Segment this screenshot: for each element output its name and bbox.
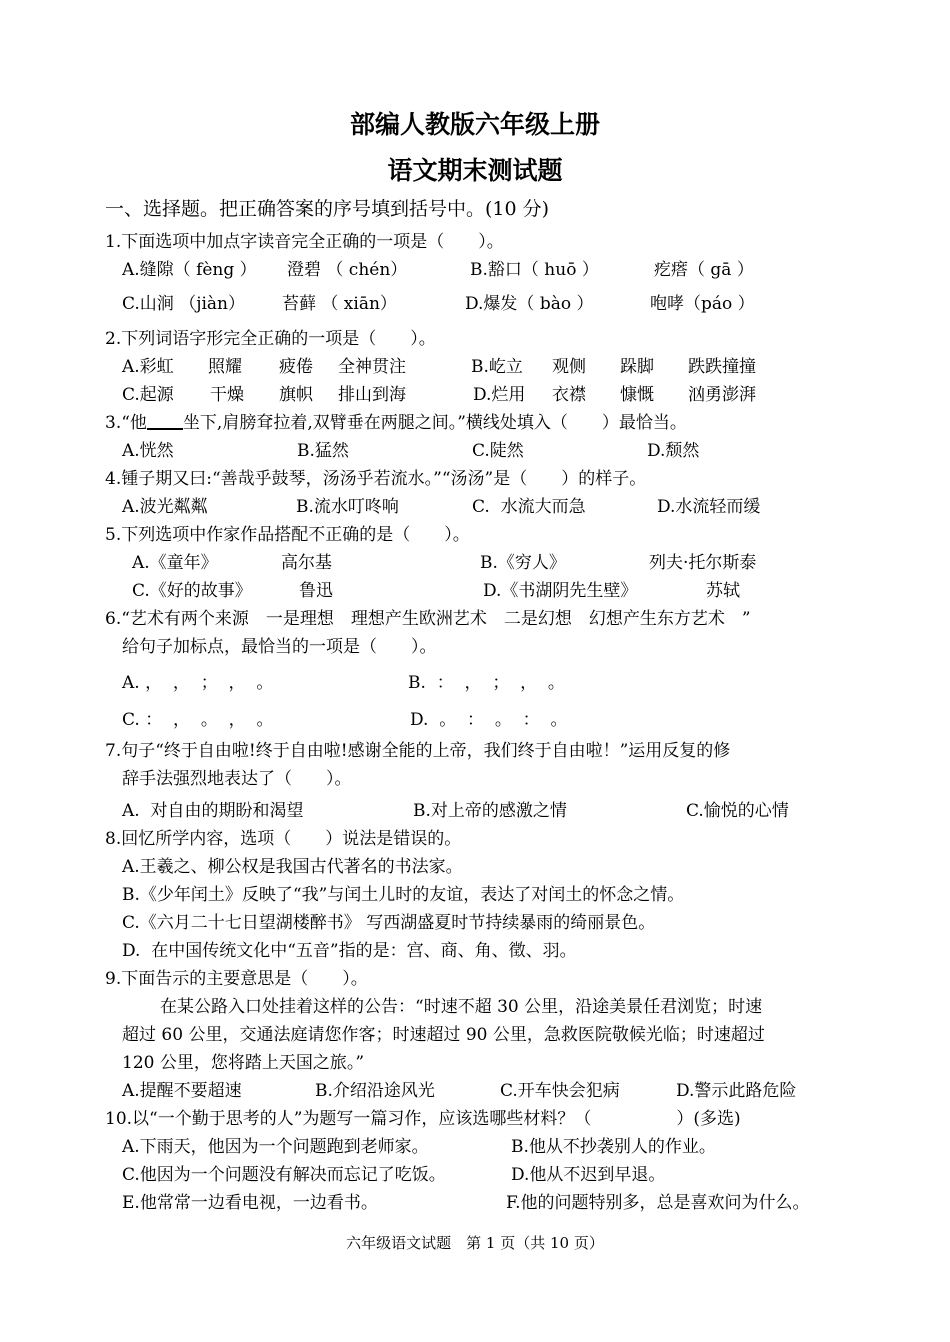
q8-option-b: B.《少年闰土》反映了“我”与闰土儿时的友谊，表达了对闰土的怀念之情。 [122, 885, 685, 905]
q2-a-word-4: 全神贯注 [338, 357, 406, 377]
q2-a-word-2: 照耀 [208, 357, 242, 377]
q8-option-c: C.《六月二十七日望湖楼醉书》 写西湖盛夏时节持续暴雨的绮丽景色。 [122, 913, 656, 933]
question-1-stem: 1.下面选项中加点字读音完全正确的一项是（ ）。 [105, 232, 504, 252]
question-7-stem-line2: 辞手法强烈地表达了（ ）。 [122, 769, 352, 789]
q3-stem-end: 坐下,肩膀耷拉着,双臂垂在两腿之间。”横线处填入（ ）最恰当。 [182, 413, 687, 433]
q4-option-d: D.水流轻而缓 [657, 497, 761, 517]
q6-option-a: A. ， ， ； ， 。 [122, 673, 274, 693]
section-heading: 一、选择题。把正确答案的序号填到括号中。(10 分) [105, 198, 550, 220]
q1-option-b-2: 疙瘩（ gā ） [654, 260, 754, 280]
page-footer: 六年级语文试题 第 1 页（共 10 页） [346, 1234, 604, 1252]
q2-b-word-1: B.屹立 [471, 357, 523, 377]
q1-option-a-2: 澄碧 （ chén） [287, 260, 408, 280]
question-4-stem: 4.锺子期又曰:“善哉乎鼓琴，汤汤乎若流水。”“汤汤”是（ ）的样子。 [105, 469, 647, 489]
q3-option-a: A.恍然 [122, 441, 174, 461]
q1-option-c-2: 苔藓 （ xiān） [282, 294, 397, 314]
q1-option-a: A.缝隙（ fèng ） [122, 260, 257, 280]
q2-c-word-4: 排山到海 [338, 385, 406, 405]
q5-option-a-work: A.《童年》 [132, 553, 218, 573]
q2-b-word-2: 观侧 [552, 357, 586, 377]
q10-option-e: E.他常常一边看电视，一边看书。 [122, 1193, 378, 1213]
q2-a-word-1: A.彩虹 [122, 357, 174, 377]
q9-option-d: D.警示此路危险 [676, 1081, 797, 1101]
q2-d-word-4: 汹勇澎湃 [688, 385, 756, 405]
exam-subtitle: 语文期末测试题 [387, 156, 563, 185]
q8-option-d: D. 在中国传统文化中“五音”指的是：宫、商、角、徵、羽。 [122, 941, 577, 961]
q5-option-b-work: B.《穷人》 [480, 553, 566, 573]
q5-option-d-author: 苏轼 [706, 581, 740, 601]
fill-in-blank [147, 412, 183, 430]
q3-stem-start: 3.“他 [105, 413, 147, 433]
q2-d-word-1: D.烂用 [473, 385, 526, 405]
q9-passage-line-1: 在某公路入口处挂着这样的公告：“时速不超 30 公里，沿途美景任君浏览；时速 [160, 997, 763, 1017]
question-3-stem [105, 412, 687, 434]
q4-option-b: B.流水叮咚响 [296, 497, 399, 517]
q9-option-a: A.提醒不要超速 [122, 1081, 242, 1101]
q2-c-word-1: C.起源 [122, 385, 174, 405]
q10-option-b: B.他从不抄袭别人的作业。 [511, 1137, 716, 1157]
q9-passage-line-2: 超过 60 公里，交通法庭请您作客；时速超过 90 公里，急救医院敬候光临；时速超过 [122, 1025, 765, 1045]
q1-option-d-2: 咆哮（páo ） [650, 294, 755, 314]
q5-option-d-work: D.《书湖阴先生壁》 [483, 581, 638, 601]
q2-d-word-3: 慷慨 [620, 385, 654, 405]
q3-option-d: D.颓然 [647, 441, 700, 461]
q5-option-c-author: 鲁迅 [299, 581, 333, 601]
q2-b-word-3: 跺脚 [620, 357, 654, 377]
question-7-stem: 7.句子“终于自由啦!终于自由啦!感谢全能的上帝，我们终于自由啦！”运用反复的修 [105, 741, 731, 761]
q5-option-a-author: 高尔基 [281, 553, 332, 573]
q2-c-word-3: 旗帜 [279, 385, 313, 405]
q10-option-d: D.他从不迟到早退。 [511, 1165, 666, 1185]
q6-option-c: C. ： ， 。 ， 。 [122, 710, 274, 730]
q7-option-b: B.对上帝的感激之情 [413, 801, 567, 821]
q8-option-a: A.王羲之、柳公权是我国古代著名的书法家。 [122, 857, 463, 877]
q3-option-b: B.猛然 [297, 441, 349, 461]
q10-option-c: C.他因为一个问题没有解决而忘记了吃饭。 [122, 1165, 446, 1185]
question-6-stem-line2: 给句子加标点，最恰当的一项是（ ）。 [122, 637, 437, 657]
q5-option-c-work: C.《好的故事》 [132, 581, 252, 601]
q9-passage-line-3: 120 公里，您将踏上天国之旅。” [122, 1053, 365, 1073]
q1-option-c: C.山涧 （jiàn） [122, 294, 246, 314]
question-2-stem: 2.下列词语字形完全正确的一项是（ ）。 [105, 329, 436, 349]
q7-option-a: A. 对自由的期盼和渴望 [122, 801, 304, 821]
q6-option-d: D. 。 ： 。 ： 。 [410, 710, 568, 730]
question-5-stem: 5.下列选项中作家作品搭配不正确的是（ ）。 [105, 525, 470, 545]
q1-option-b: B.豁口（ huō ） [470, 260, 599, 280]
q5-option-b-author: 列夫·托尔斯泰 [649, 553, 757, 573]
q2-c-word-2: 干燥 [210, 385, 244, 405]
question-6-stem: 6.“艺术有两个来源 一是理想 理想产生欧洲艺术 二是幻想 幻想产生东方艺术 ” [105, 609, 751, 629]
q1-option-d: D.爆发（ bào ） [465, 294, 594, 314]
q7-option-c: C.愉悦的心情 [686, 801, 789, 821]
q2-b-word-4: 跌跌撞撞 [688, 357, 756, 377]
q4-option-a: A.波光粼粼 [122, 497, 208, 517]
q2-a-word-3: 疲倦 [279, 357, 313, 377]
q9-option-b: B.介绍沿途风光 [315, 1081, 435, 1101]
question-8-stem: 8.回忆所学内容，选项（ ）说法是错误的。 [105, 829, 462, 849]
q4-option-c: C. 水流大而急 [472, 497, 586, 517]
question-9-stem: 9.下面告示的主要意思是（ ）。 [105, 969, 368, 989]
q10-option-f: F.他的问题特别多，总是喜欢问为什么。 [506, 1193, 810, 1213]
q6-option-b: B. ： ， ； ， 。 [408, 673, 565, 693]
q9-option-c: C.开车快会犯病 [500, 1081, 620, 1101]
q10-option-a: A.下雨天，他因为一个问题跑到老师家。 [122, 1137, 429, 1157]
q3-option-c: C.陡然 [472, 441, 524, 461]
exam-title: 部编人教版六年级上册 [349, 110, 600, 139]
q2-d-word-2: 衣襟 [552, 385, 586, 405]
question-10-stem: 10.以“一个勤于思考的人”为题写一篇习作，应该选哪些材料？（ ）(多选) [105, 1109, 741, 1129]
